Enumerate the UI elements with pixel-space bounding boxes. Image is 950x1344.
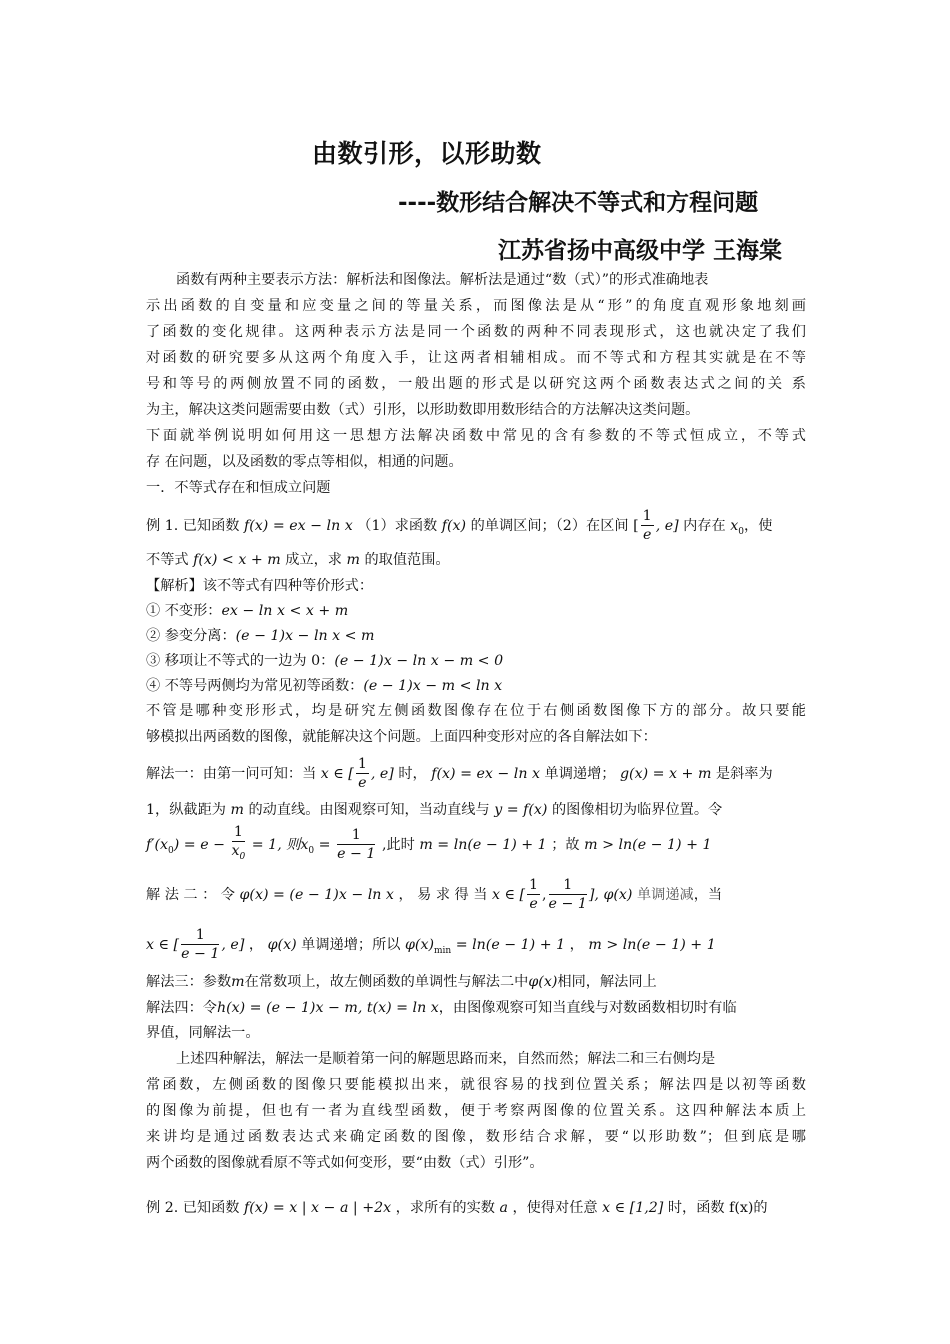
method-2-line-2: x ∈ [ $\frac{1}{e - 1}$ , e] ， φ(x) 单调递增；所以 $\varphi(x)_{min} = \ln(e - 1) + 1$ ， m > ln(e − 1) + 1 — [146, 927, 716, 962]
intro-line: 示出函数的自变量和应变量之间的等量关系，而图像法是从“形”的角度直观形象地刻画 — [146, 298, 806, 314]
section-heading: 一．不等式存在和恒成立问题 — [146, 480, 331, 496]
analysis-paragraph: 不管是哪种变形形式，均是研究左侧函数图像存在位于右侧函数图像下方的部分。故只要能 — [146, 703, 806, 719]
example-1-line-2: 不等式 f(x) < x + m 成立，求 m 的取值范围。 — [146, 552, 450, 568]
fraction: $\frac{1}{e - 1}$ — [337, 827, 376, 862]
analysis-head: 【解析】该不等式有四种等价形式： — [146, 578, 374, 594]
method-3: 解法三：参数m在常数项上，故左侧函数的单调性与解法二中φ(x)相同，解法同上 — [146, 974, 657, 990]
intro-line: 存 在问题，以及函数的零点等相似，相通的问题。 — [146, 454, 463, 470]
intro-line: 函数有两种主要表示方法：解析法和图像法。解析法是通过“数（式）”的形式准确地表 — [176, 272, 709, 288]
form-4: ④ 不等号两侧均为常见初等函数：(e − 1)x − m < ln x — [146, 678, 503, 694]
document-title: 由数引形，以形助数 — [312, 139, 542, 168]
method-1-line-1: 解法一：由第一问可知：当 x ∈ [ $\frac{1}{e}$ , e] 时， f(x) = ex − ln x 单调递增； g(x) = x + m 是斜率为 — [146, 756, 773, 791]
method-4-line-2: 界值，同解法一。 — [146, 1025, 260, 1041]
summary-line: 两个函数的图像就看原不等式如何变形，要“由数（式）引形”。 — [146, 1155, 544, 1171]
intro-line: 下面就举例说明如何用这一思想方法解决函数中常见的含有参数的不等式恒成立，不等式 — [146, 428, 806, 444]
summary-line: 的图像为前提，但也有一者为直线型函数，便于考察两图像的位置关系。这四种解法本质上 — [146, 1103, 806, 1119]
form-2: ② 参变分离：(e − 1)x − ln x < m — [146, 628, 375, 644]
fraction: $\frac{1}{e}$ — [642, 508, 652, 543]
intro-line: 为主，解决这类问题需要由数（式）引形，以形助数即用数形结合的方法解决这类问题。 — [146, 402, 700, 418]
summary-line: 常函数，左侧函数的图像只要能模拟出来，就很容易的找到位置关系；解法四是以初等函数 — [146, 1077, 806, 1093]
form-3: ③ 移项让不等式的一边为 0：(e − 1)x − ln x − m < 0 — [146, 653, 504, 669]
fraction: $\frac{1}{e - 1}$ — [181, 927, 220, 962]
intro-line: 号和等号的两侧放置不同的函数，一般出题的形式是以研究这两个函数表达式之间的关 系 — [146, 376, 806, 392]
example-2-line-1: 例 2. 已知函数 f(x) = x | x − a | +2x ，求所有的实数 a ，使得对任意 x ∈ [1,2] 时，函数 f(x)的 — [146, 1200, 768, 1216]
example-1-line-1: 例 1. 已知函数 f(x) = ex − ln x （1）求函数 f(x) 的单调区间；（2）在区间 [ $\frac{1}{e}$ , e] 内存在 $x_0$，使 — [146, 508, 773, 543]
fraction: $\frac{1}{e}$ — [357, 756, 367, 791]
method-1-line-3: $f'(x_0) = e$ − $\frac{1}{x_0}$ = 1, 则$x_0$ = $\frac{1}{e - 1}$ ,此时 m = ln(e − 1) + 1 ；故 m > ln(e − 1) + 1 — [146, 824, 712, 872]
intro-line: 对函数的研究要多从这两个角度入手，让这两者相辅相成。而不等式和方程其实就是在不等 — [146, 350, 806, 366]
method-2-line-1: 解 法 二 ： 令 φ(x) = (e − 1)x − ln x ， 易 求 得 当 x ∈ [ $\frac{1}{e}$ , $\frac{1}{e - 1}$ ], φ(x) 单调递减，当 — [146, 877, 723, 912]
document-subtitle: ----数形结合解决不等式和方程问题 — [398, 190, 759, 216]
fraction: $\frac{1}{e - 1}$ — [548, 877, 587, 912]
method-1-line-2: 1，纵截距为 m 的动直线。由图观察可知，当动直线与 y = f(x) 的图像相切为临界位置。令 — [146, 802, 723, 818]
analysis-paragraph: 够模拟出两函数的图像，就能解决这个问题。上面四种变形对应的各自解法如下： — [146, 729, 657, 745]
fraction: $\frac{1}{x_0}$ — [231, 824, 246, 862]
summary-line: 来讲均是通过函数表达式来确定函数的图像，数形结合求解，要“以形助数”；但到底是哪 — [146, 1129, 806, 1145]
method-4-line-1: 解法四：令h(x) = (e − 1)x − m, t(x) = ln x，由图像观察可知当直线与对数函数相切时有临 — [146, 1000, 737, 1016]
form-1: ① 不变形：ex − ln x < x + m — [146, 603, 349, 619]
document-author: 江苏省扬中高级中学 王海棠 — [498, 238, 783, 264]
fraction: $\frac{1}{e}$ — [529, 877, 539, 912]
summary-line: 上述四种解法，解法一是顺着第一问的解题思路而来，自然而然；解法二和三右侧均是 — [176, 1051, 716, 1067]
intro-line: 了函数的变化规律。这两种表示方法是同一个函数的两种不同表现形式，这也就决定了我们 — [146, 324, 806, 340]
